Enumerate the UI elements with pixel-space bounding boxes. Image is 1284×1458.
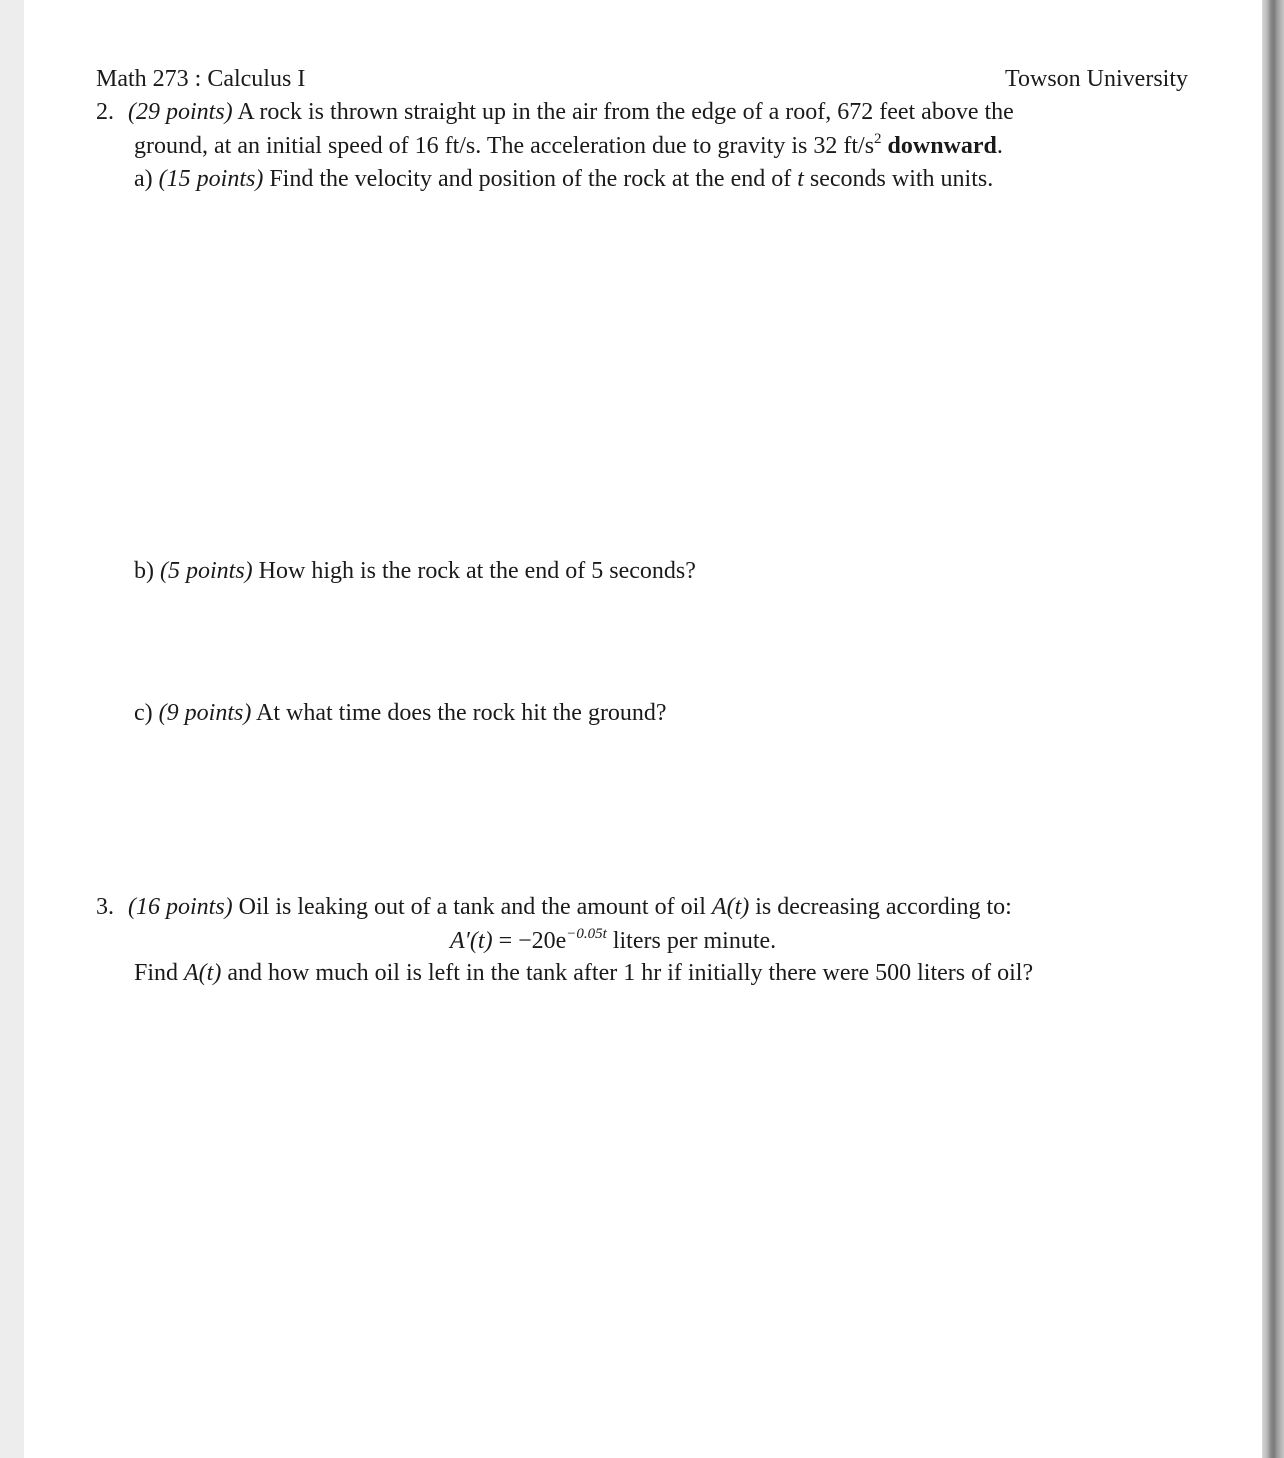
q2-number: 2. [96,99,114,125]
document-page [24,0,1262,1458]
q2-exponent: 2 [874,131,882,147]
q2c-label: c) [134,700,153,726]
q3-line3-before: Find [134,960,179,986]
university-name: Towson University [1005,66,1188,92]
q3-eq-after: liters per minute. [612,928,777,954]
q2a-line [134,164,993,194]
q3-eq-exponent: −0.05t [566,926,607,942]
q2b-points: (5 points) [160,558,253,584]
course-title: Math 273 : Calculus I [96,66,306,92]
q2-downward: downward [887,133,997,159]
q2-text-line-1: A rock is thrown straight up in the air from the edge of a roof, 672 feet above the [237,99,1014,125]
q2a-variable: t [797,166,804,192]
q2-line-2-end: . [996,133,1003,159]
q3-line3-after: and how much oil is left in the tank after 1 hr if initially there were 500 liters of oil? [227,960,1034,986]
q3-text-after: is decreasing according to: [755,894,1012,920]
q3-eq-lhs: A′(t) [450,928,493,954]
q2-points: (29 points) [128,99,233,125]
q3-line-3 [134,958,1033,988]
q3-equation [450,926,776,956]
q2a-text-before: Find the velocity and position of the rock at the end of [269,166,792,192]
q2c-text: At what time does the rock hit the ground? [256,700,667,726]
q2-text-line-2: ground, at an initial speed of 16 ft/s. The acceleration due to gravity is 32 ft/s [134,133,875,159]
q3-function: A(t) [711,894,750,920]
q3-text-before: Oil is leaking out of a tank and the amount of oil [238,894,706,920]
q3-number: 3. [96,894,114,920]
viewer-left-edge [0,0,25,1458]
q2a-text-after: seconds with units. [809,166,994,192]
q2-line-1 [96,97,1014,127]
q2b-text: How high is the rock at the end of 5 seconds? [258,558,696,584]
q2b-label: b) [134,558,154,584]
viewer-right-edge [1262,0,1284,1458]
q2-line-2 [134,131,1003,161]
q2b-line [134,556,696,586]
q2c-points: (9 points) [158,700,252,726]
q3-line3-function: A(t) [184,960,222,986]
q2a-points: (15 points) [158,166,264,192]
q3-line-1 [96,892,1012,922]
q3-eq-mid: = −20e [498,928,567,954]
q2a-label: a) [134,166,153,192]
q2c-line [134,698,667,728]
q3-points: (16 points) [128,894,233,920]
